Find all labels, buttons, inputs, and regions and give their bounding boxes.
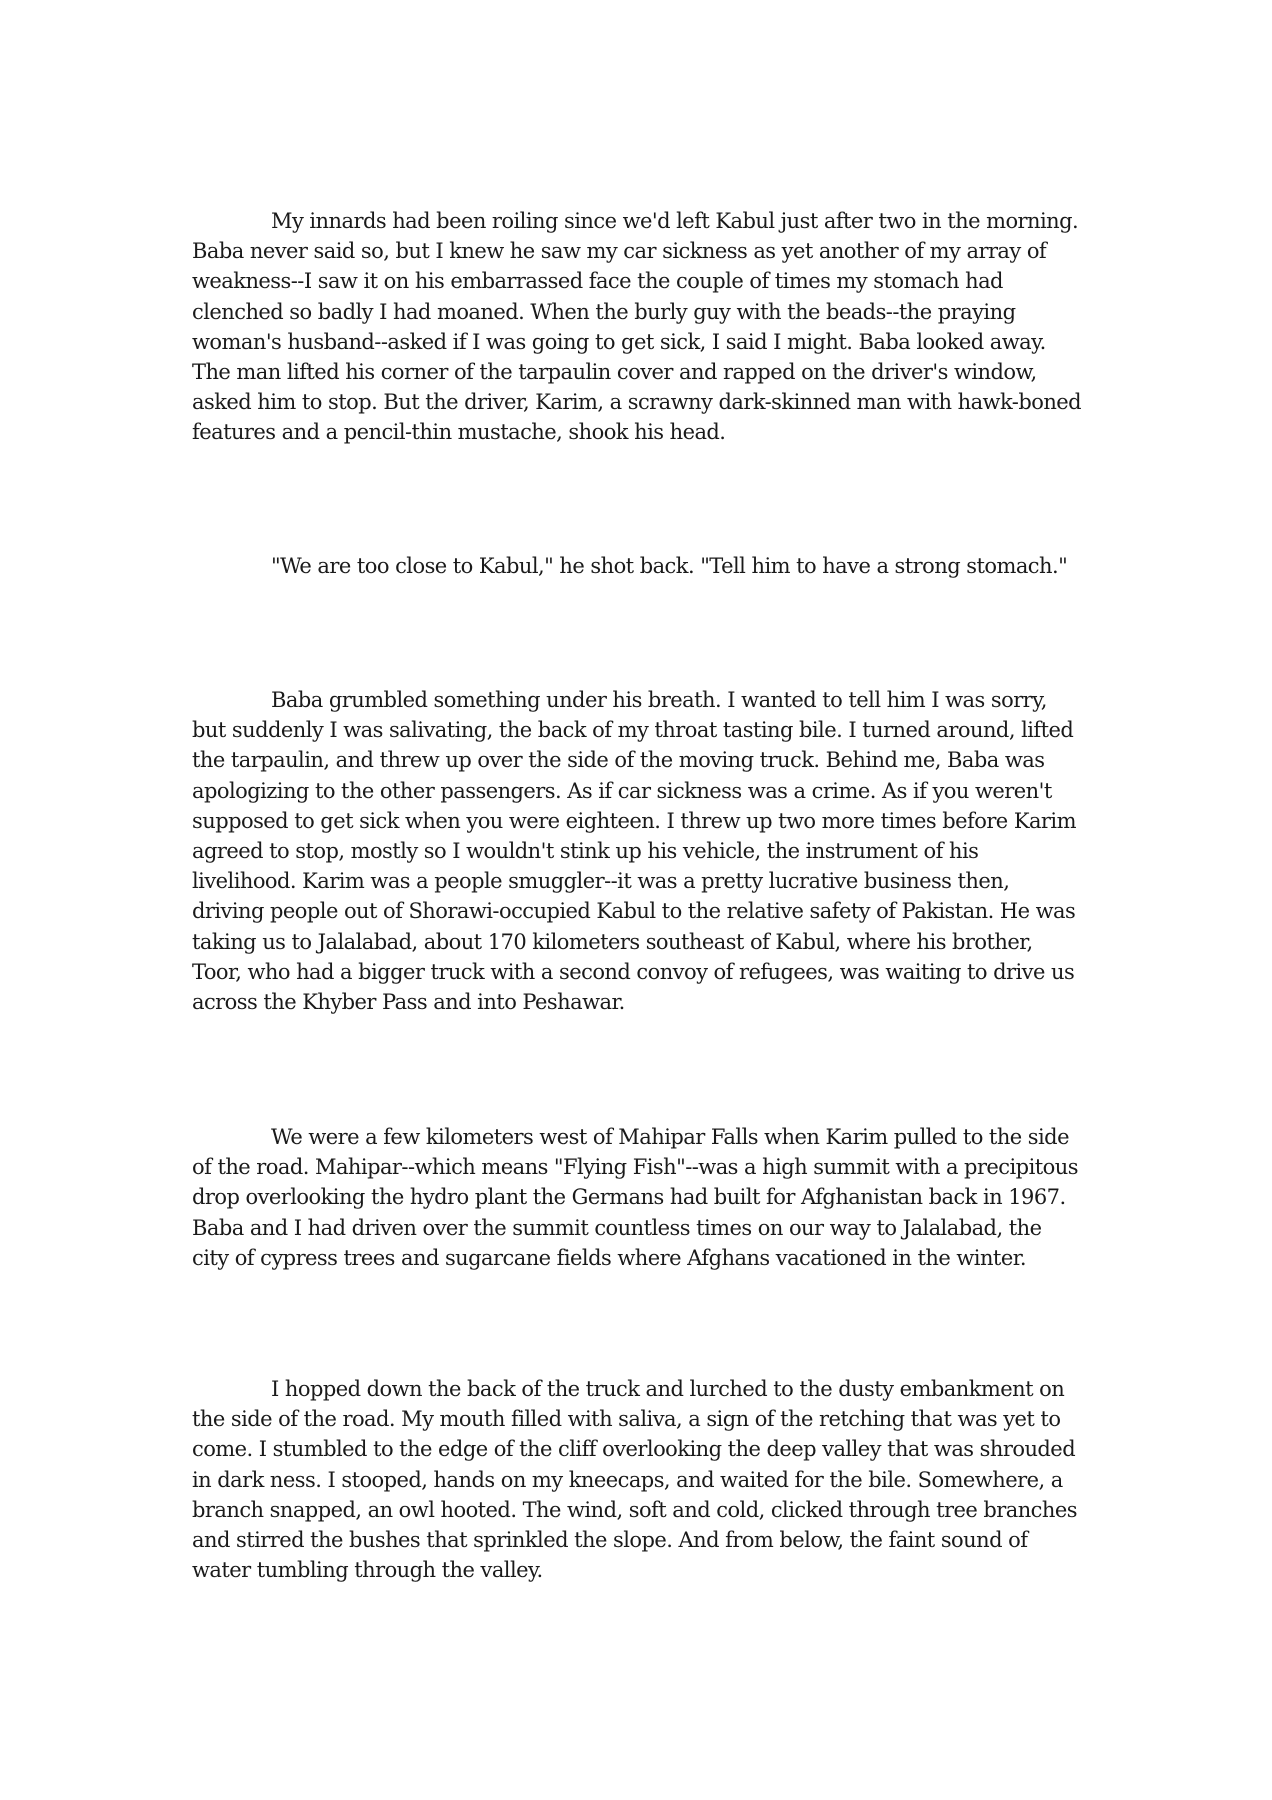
paragraph-4: We were a few kilometers west of Mahipar Falls when Karim pulled to the side of the road. Mahipar--which means "Flying Fish"--was a high summit with a precipitous drop overlooking the hydro plant the Germans had built for Afghanistan back in 1967. Baba and I had driven over the summit countless times on our way to Jalalabad, the city of cypress trees and sugarcane fields where Afghans vacationed in the winter. <box>192 1125 1078 1270</box>
paragraph-2: "We are too close to Kabul," he shot back. "Tell him to have a strong stomach." <box>271 554 1068 578</box>
paragraph-3: Baba grumbled something under his breath. I wanted to tell him I was sorry, but suddenly I was salivating, the back of my throat tasting bile. I turned around, lifted the tarpaulin, and threw up over the side of the moving truck. Behind me, Baba was apologizing to the other passengers. As if car sickness was a crime. As if you weren't supposed to get sick when you were eighteen. I threw up two more times before Karim agreed to stop, mostly so I wouldn't stink up his vehicle, the instrument of his livelihood. Karim was a people smuggler--it was a pretty lucrative business then, driving people out of Shorawi-occupied Kabul to the relative safety of Pakistan. He was taking us to Jalalabad, about 170 kilometers southeast of Kabul, where his brother, Toor, who had a bigger truck with a second convoy of refugees, was waiting to drive us across the Khyber Pass and into Peshawar. <box>192 688 1076 1015</box>
paragraph-1: My innards had been roiling since we'd left Kabul just after two in the morning. Baba never said so, but I knew he saw my car sickness as yet another of my array of weakness--I saw it on his embarrassed face the couple of times my stomach had clenched so badly I had moaned. When the burly guy with the beads--the praying woman's husband--asked if I was going to get sick, I said I might. Baba looked away. The man lifted his corner of the tarpaulin cover and rapped on the driver's window, asked him to stop. But the driver, Karim, a scrawny dark-skinned man with hawk-boned features and a pencil-thin mustache, shook his head. <box>192 209 1082 445</box>
paragraph-5: I hopped down the back of the truck and lurched to the dusty embankment on the side of the road. My mouth filled with saliva, a sign of the retching that was yet to come. I stumbled to the edge of the cliff overlooking the deep valley that was shrouded in dark ness. I stooped, hands on my kneecaps, and waited for the bile. Somewhere, a branch snapped, an owl hooted. The wind, soft and cold, clicked through tree branches and stirred the bushes that sprinkled the slope. And from below, the faint sound of water tumbling through the valley. <box>192 1377 1077 1583</box>
